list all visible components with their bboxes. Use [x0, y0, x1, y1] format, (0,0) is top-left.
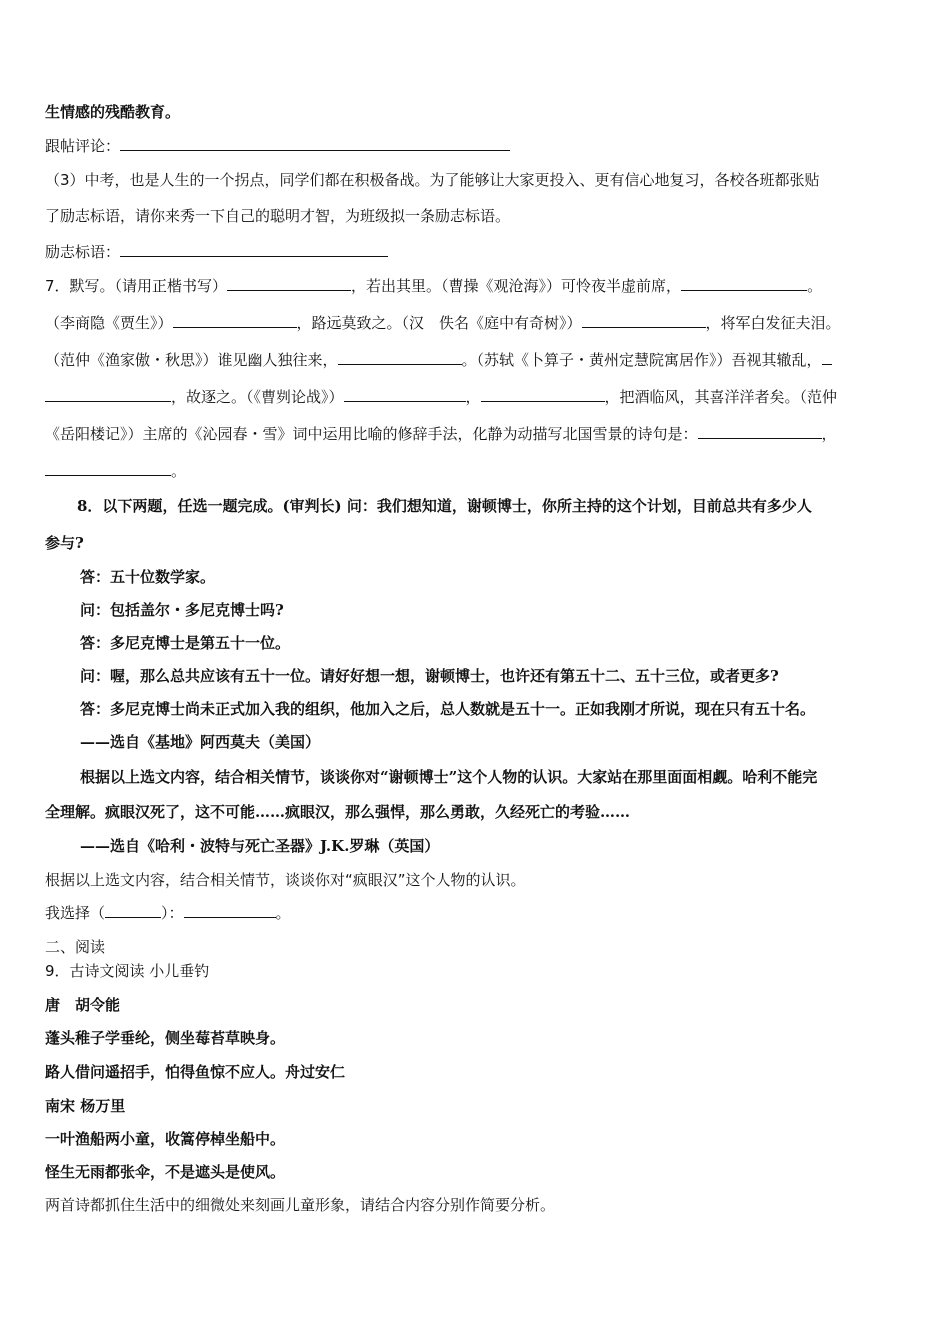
- text-segment: ，: [465, 388, 481, 406]
- q7-line-5: [45, 424, 837, 444]
- text-line: 全理解。疯眼汉死了，这不可能……疯眼汉，那么强悍，那么勇敢，久经死亡的考验……: [45, 803, 631, 821]
- text-segment: （李商隐《贾生》）: [45, 314, 173, 332]
- dialogue-line: 答：多尼克博士是第五十一位。: [80, 634, 291, 652]
- answer-blank[interactable]: [698, 424, 822, 439]
- q8-intro: 8．以下两题，任选一题完成。(审判长) 问：我们想知道，谢顿博士，你所主持的这个计划，目前总共有多少人: [77, 497, 812, 515]
- text-segment: 。: [807, 277, 823, 295]
- q7-line-2: [45, 313, 841, 333]
- text-segment: ，路远莫致之。（汉 佚名《庭中有奇树》）: [296, 314, 582, 332]
- q9-title: 9．古诗文阅读 小儿垂钓: [45, 962, 210, 980]
- q7-line-4: [45, 387, 837, 407]
- poem-line: 路人借问遥招手，怕得鱼惊不应人。舟过安仁: [45, 1063, 346, 1081]
- poem-author: 唐 胡令能: [45, 996, 121, 1014]
- choice-blank[interactable]: [105, 903, 161, 918]
- answer-blank[interactable]: [338, 350, 462, 365]
- slogan-line: [45, 242, 388, 262]
- answer-blank[interactable]: [344, 387, 466, 402]
- text-line: （3）中考，也是人生的一个拐点，同学们都在积极备战。为了能够让大家更投入、更有信心地复习，各校各班都张贴: [45, 171, 820, 189]
- answer-blank[interactable]: [45, 461, 171, 476]
- text-segment: ，将军白发征夫泪。: [705, 314, 841, 332]
- question-line: 两首诗都抓住生活中的细微处来刻画儿童形象，请结合内容分别作简要分析。: [45, 1196, 556, 1214]
- source-line: ——选自《哈利・波特与死亡圣器》J.K.罗琳（英国）: [80, 837, 440, 855]
- answer-blank[interactable]: [184, 903, 276, 918]
- text-segment: 。: [171, 462, 187, 480]
- dialogue-line: 问：喔，那么总共应该有五十一位。请好好想一想，谢顿博士，也许还有第五十二、五十三位，或者更多?: [80, 667, 779, 685]
- answer-blank[interactable]: [227, 276, 351, 291]
- poem-line: 蓬头稚子学垂纶，侧坐莓苔草映身。: [45, 1029, 286, 1047]
- answer-blank[interactable]: [681, 276, 807, 291]
- text-line: 参与?: [45, 534, 84, 552]
- reply-label: 跟帖评论：: [45, 137, 121, 155]
- choice-line: [45, 903, 291, 923]
- answer-blank[interactable]: [582, 313, 706, 328]
- q7-line-1: [45, 276, 822, 296]
- text-segment: ，故逐之。（《曹刿论战》）: [171, 388, 344, 406]
- dialogue-line: 答：多尼克博士尚未正式加入我的组织，他加入之后，总人数就是五十一。正如我刚才所说，现在只有五十名。: [80, 700, 816, 718]
- q7-line-3: [45, 350, 832, 370]
- text-segment: ）：: [161, 904, 184, 922]
- q7-line-6: [45, 461, 186, 481]
- dialogue-line: 答：五十位数学家。: [80, 568, 216, 586]
- answer-blank[interactable]: [120, 242, 388, 257]
- text-segment: ，把酒临风，其喜洋洋者矣。（范仲: [604, 388, 838, 406]
- reply-line: [45, 136, 510, 156]
- answer-blank[interactable]: [822, 350, 832, 365]
- text-segment: 7．默写。（请用正楷书写）: [45, 277, 228, 295]
- poem-author: 南宋 杨万里: [45, 1097, 126, 1115]
- text-segment: 。: [275, 904, 291, 922]
- text-segment: （范仲《渔家傲・秋思》）谁见幽人独往来，: [45, 351, 338, 369]
- answer-blank[interactable]: [173, 313, 297, 328]
- section-heading: 二、阅读: [45, 938, 106, 956]
- text-line: 生情感的残酷教育。: [45, 103, 181, 121]
- text-segment: ，: [821, 425, 837, 443]
- dialogue-line: 问：包括盖尔・多尼克博士吗?: [80, 601, 284, 619]
- text-segment: ，若出其里。（曹操《观沧海》）可怜夜半虚前席，: [351, 277, 682, 295]
- poem-line: 一叶渔船两小童，收篙停棹坐船中。: [45, 1130, 286, 1148]
- text-line: 根据以上选文内容，结合相关情节，谈谈你对“谢顿博士”这个人物的认识。大家站在那里面面相觑。哈利不能完: [80, 768, 818, 786]
- text-line: 了励志标语，请你来秀一下自己的聪明才智，为班级拟一条励志标语。: [45, 207, 511, 225]
- answer-blank[interactable]: [120, 136, 510, 151]
- slogan-label: 励志标语：: [45, 243, 121, 261]
- source-line: ——选自《基地》阿西莫夫（美国）: [80, 733, 321, 751]
- text-segment: 。（苏轼《卜算子・黄州定慧院寓居作》）吾视其辙乱，: [461, 351, 822, 369]
- text-segment: 《岳阳楼记》）主席的《沁园春・雪》词中运用比喻的修辞手法，化静为动描写北国雪景的诗句是：: [45, 425, 698, 443]
- poem-line: 怪生无雨都张伞，不是遮头是使风。: [45, 1163, 286, 1181]
- text-line: 根据以上选文内容，结合相关情节，谈谈你对“疯眼汉”这个人物的认识。: [45, 871, 526, 889]
- answer-blank[interactable]: [45, 387, 171, 402]
- answer-blank[interactable]: [481, 387, 605, 402]
- text-segment: 我选择（: [45, 904, 106, 922]
